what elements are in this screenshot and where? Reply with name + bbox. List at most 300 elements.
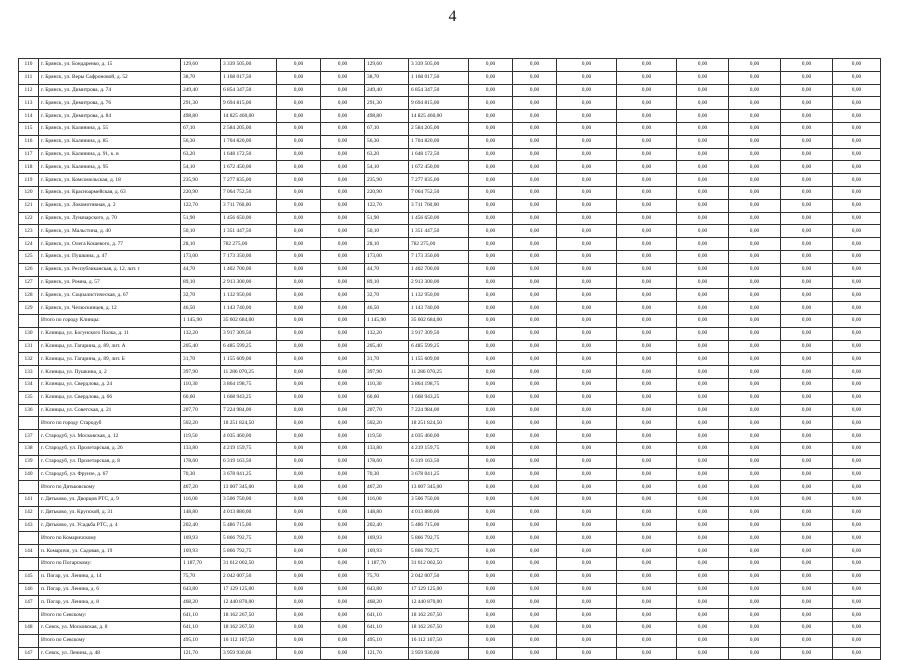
zero-cell: 0,00 [729,186,781,199]
amount-cell: 18 162 267,50 [221,609,277,622]
area-repeat-cell: 178,60 [365,455,409,468]
zero-cell: 0,00 [469,494,513,507]
area-cell: 643,80 [181,583,221,596]
zero-cell: 0,00 [729,506,781,519]
area-cell: 50,10 [181,225,221,238]
row-number-cell: 121 [19,199,39,212]
area-repeat-cell: 121,70 [365,647,409,660]
zero-cell: 0,00 [617,468,677,481]
zero-cell: 0,00 [321,340,365,353]
zero-cell: 0,00 [833,263,881,276]
zero-cell: 0,00 [617,442,677,455]
zero-cell: 0,00 [513,404,557,417]
amount-repeat-cell: 3 506 750,00 [409,494,469,507]
zero-cell: 0,00 [513,340,557,353]
zero-cell: 0,00 [617,378,677,391]
zero-cell: 0,00 [781,314,833,327]
table-row [19,59,881,72]
table-row [19,84,881,97]
zero-cell: 0,00 [557,340,617,353]
zero-cell: 0,00 [557,468,617,481]
table-total-row [19,417,881,430]
zero-cell: 0,00 [729,84,781,97]
zero-cell: 0,00 [277,250,321,263]
amount-cell: 11 286 070,25 [221,366,277,379]
zero-cell: 0,00 [833,596,881,609]
address-cell: г. Дятьково, ул. Крупской, д. 31 [39,506,181,519]
zero-cell: 0,00 [729,225,781,238]
zero-cell: 0,00 [557,263,617,276]
amount-cell: 3 917 309,50 [221,327,277,340]
row-number-cell [19,609,39,622]
zero-cell: 0,00 [729,532,781,545]
area-cell: 178,60 [181,455,221,468]
row-number-cell: 112 [19,84,39,97]
address-cell: п. Комаричи, ул. Садовая, д. 19 [39,545,181,558]
row-number-cell [19,314,39,327]
zero-cell: 0,00 [677,110,729,123]
zero-cell: 0,00 [617,455,677,468]
zero-cell: 0,00 [833,622,881,635]
amount-repeat-cell: 782 275,00 [409,238,469,251]
zero-cell: 0,00 [557,378,617,391]
row-number-cell: 147 [19,647,39,660]
zero-cell: 0,00 [277,327,321,340]
row-number-cell: 141 [19,494,39,507]
table-row [19,455,881,468]
zero-cell: 0,00 [677,417,729,430]
table-row [19,340,881,353]
zero-cell: 0,00 [833,494,881,507]
area-repeat-cell: 173,00 [365,250,409,263]
zero-cell: 0,00 [833,340,881,353]
zero-cell: 0,00 [321,481,365,494]
zero-cell: 0,00 [513,378,557,391]
zero-cell: 0,00 [617,302,677,315]
area-cell: 75,70 [181,570,221,583]
zero-cell: 0,00 [729,468,781,481]
zero-cell: 0,00 [677,148,729,161]
table-row [19,122,881,135]
zero-cell: 0,00 [321,506,365,519]
zero-cell: 0,00 [557,327,617,340]
zero-cell: 0,00 [729,622,781,635]
amount-repeat-cell: 7 224 984,00 [409,404,469,417]
zero-cell: 0,00 [557,519,617,532]
area-repeat-cell: 169,93 [365,545,409,558]
area-repeat-cell: 498,80 [365,110,409,123]
zero-cell: 0,00 [729,366,781,379]
row-number-cell: 131 [19,340,39,353]
amount-cell: 13 007 345,00 [221,481,277,494]
zero-cell: 0,00 [677,250,729,263]
zero-cell: 0,00 [729,634,781,647]
zero-cell: 0,00 [321,378,365,391]
zero-cell: 0,00 [321,212,365,225]
amount-cell: 1 132 950,00 [221,289,277,302]
row-number-cell: 148 [19,622,39,635]
zero-cell: 0,00 [677,622,729,635]
area-repeat-cell: 148,80 [365,506,409,519]
zero-cell: 0,00 [833,353,881,366]
zero-cell: 0,00 [557,276,617,289]
row-number-cell: 135 [19,391,39,404]
zero-cell: 0,00 [513,263,557,276]
zero-cell: 0,00 [513,289,557,302]
zero-cell: 0,00 [729,583,781,596]
table-row [19,199,881,212]
zero-cell: 0,00 [277,84,321,97]
amount-cell: 6 485 599,25 [221,340,277,353]
zero-cell: 0,00 [833,289,881,302]
row-number-cell [19,558,39,571]
address-cell: Итого по Севскому: [39,609,181,622]
zero-cell: 0,00 [833,570,881,583]
address-cell: г. Брянск, ул. Бондаренко, д. 15 [39,59,181,72]
address-cell: г. Стародуб, ул. Пролетарская, д. 8 [39,455,181,468]
zero-cell: 0,00 [617,481,677,494]
zero-cell: 0,00 [557,199,617,212]
zero-cell: 0,00 [513,417,557,430]
amount-cell: 5 866 792,75 [221,532,277,545]
zero-cell: 0,00 [617,327,677,340]
address-cell: г. Брянск, ул. Ромна, д. 57 [39,276,181,289]
zero-cell: 0,00 [513,609,557,622]
area-repeat-cell: 235,90 [365,174,409,187]
area-cell: 44,70 [181,263,221,276]
zero-cell: 0,00 [557,622,617,635]
zero-cell: 0,00 [617,570,677,583]
row-number-cell: 119 [19,174,39,187]
amount-repeat-cell: 1 155 609,00 [409,353,469,366]
zero-cell: 0,00 [781,622,833,635]
zero-cell: 0,00 [781,97,833,110]
area-repeat-cell: 129,60 [365,59,409,72]
zero-cell: 0,00 [469,122,513,135]
zero-cell: 0,00 [781,609,833,622]
zero-cell: 0,00 [729,276,781,289]
zero-cell: 0,00 [469,327,513,340]
zero-cell: 0,00 [617,314,677,327]
table-row [19,583,881,596]
zero-cell: 0,00 [833,327,881,340]
zero-cell: 0,00 [557,135,617,148]
zero-cell: 0,00 [617,506,677,519]
zero-cell: 0,00 [513,532,557,545]
zero-cell: 0,00 [557,186,617,199]
table-row [19,276,881,289]
zero-cell: 0,00 [469,468,513,481]
zero-cell: 0,00 [833,391,881,404]
amount-repeat-cell: 2 584 205,00 [409,122,469,135]
zero-cell: 0,00 [469,212,513,225]
zero-cell: 0,00 [557,353,617,366]
zero-cell: 0,00 [513,302,557,315]
zero-cell: 0,00 [833,634,881,647]
zero-cell: 0,00 [513,622,557,635]
zero-cell: 0,00 [781,506,833,519]
zero-cell: 0,00 [729,404,781,417]
zero-cell: 0,00 [321,71,365,84]
zero-cell: 0,00 [729,110,781,123]
zero-cell: 0,00 [557,97,617,110]
amount-cell: 1 351 447,50 [221,225,277,238]
amount-repeat-cell: 2 042 007,50 [409,570,469,583]
area-cell: 63,20 [181,148,221,161]
row-number-cell: 144 [19,545,39,558]
amount-cell: 31 612 002,50 [221,558,277,571]
zero-cell: 0,00 [833,302,881,315]
zero-cell: 0,00 [513,506,557,519]
table-row [19,161,881,174]
address-cell: Итого по городу Клинцы: [39,314,181,327]
zero-cell: 0,00 [729,97,781,110]
zero-cell: 0,00 [617,110,677,123]
zero-cell: 0,00 [277,97,321,110]
zero-cell: 0,00 [677,174,729,187]
zero-cell: 0,00 [469,148,513,161]
zero-cell: 0,00 [729,59,781,72]
zero-cell: 0,00 [513,250,557,263]
address-cell: г. Брянск, ул. Веры Сафроновой, д. 52 [39,71,181,84]
table-row [19,391,881,404]
area-repeat-cell: 132,20 [365,327,409,340]
zero-cell: 0,00 [729,391,781,404]
area-cell: 641,10 [181,622,221,635]
zero-cell: 0,00 [729,558,781,571]
amount-cell: 16 112 167,50 [221,634,277,647]
address-cell: г. Брянск, ул. Димитрова, д. 76 [39,97,181,110]
zero-cell: 0,00 [781,174,833,187]
address-cell: Итого по Дятьковскому [39,481,181,494]
amount-repeat-cell: 18 251 824,50 [409,417,469,430]
zero-cell: 0,00 [277,289,321,302]
zero-cell: 0,00 [617,276,677,289]
address-cell: г. Брянск, ул. Пушкина, д. 47 [39,250,181,263]
row-number-cell [19,481,39,494]
area-repeat-cell: 63,20 [365,148,409,161]
address-cell: г. Стародуб, ул. Московская, д. 12 [39,430,181,443]
amount-cell: 1 456 650,00 [221,212,277,225]
zero-cell: 0,00 [833,250,881,263]
area-cell: 1 187,70 [181,558,221,571]
zero-cell: 0,00 [677,199,729,212]
zero-cell: 0,00 [277,442,321,455]
zero-cell: 0,00 [277,532,321,545]
zero-cell: 0,00 [321,225,365,238]
amount-repeat-cell: 1 456 650,00 [409,212,469,225]
zero-cell: 0,00 [833,609,881,622]
zero-cell: 0,00 [677,366,729,379]
zero-cell: 0,00 [321,468,365,481]
zero-cell: 0,00 [781,238,833,251]
zero-cell: 0,00 [677,430,729,443]
zero-cell: 0,00 [781,468,833,481]
amount-repeat-cell: 13 007 345,00 [409,481,469,494]
zero-cell: 0,00 [781,186,833,199]
zero-cell: 0,00 [677,634,729,647]
table-body [19,59,881,660]
table-row [19,442,881,455]
zero-cell: 0,00 [729,71,781,84]
zero-cell: 0,00 [277,455,321,468]
zero-cell: 0,00 [781,391,833,404]
row-number-cell: 145 [19,570,39,583]
area-repeat-cell: 60,60 [365,391,409,404]
area-cell: 31,70 [181,353,221,366]
row-number-cell: 117 [19,148,39,161]
zero-cell: 0,00 [833,417,881,430]
zero-cell: 0,00 [677,596,729,609]
address-cell: г. Клинцы, ул. Гагарина, д. 89, лит. Б [39,353,181,366]
area-cell: 249,40 [181,84,221,97]
zero-cell: 0,00 [729,417,781,430]
row-number-cell: 132 [19,353,39,366]
zero-cell: 0,00 [833,59,881,72]
amount-cell: 782 275,00 [221,238,277,251]
table-row [19,378,881,391]
zero-cell: 0,00 [513,494,557,507]
amount-repeat-cell: 14 825 460,00 [409,110,469,123]
zero-cell: 0,00 [469,506,513,519]
zero-cell: 0,00 [557,84,617,97]
zero-cell: 0,00 [677,442,729,455]
area-repeat-cell: 89,10 [365,276,409,289]
zero-cell: 0,00 [557,634,617,647]
zero-cell: 0,00 [833,84,881,97]
amount-cell: 35 602 684,00 [221,314,277,327]
zero-cell: 0,00 [513,442,557,455]
zero-cell: 0,00 [513,596,557,609]
zero-cell: 0,00 [677,263,729,276]
table-row [19,186,881,199]
zero-cell: 0,00 [781,570,833,583]
zero-cell: 0,00 [469,97,513,110]
zero-cell: 0,00 [677,161,729,174]
zero-cell: 0,00 [513,545,557,558]
area-repeat-cell: 467,20 [365,481,409,494]
amount-cell: 2 584 205,00 [221,122,277,135]
zero-cell: 0,00 [677,506,729,519]
zero-cell: 0,00 [321,276,365,289]
zero-cell: 0,00 [677,135,729,148]
row-number-cell: 138 [19,442,39,455]
zero-cell: 0,00 [617,609,677,622]
area-cell: 173,00 [181,250,221,263]
zero-cell: 0,00 [781,647,833,660]
zero-cell: 0,00 [513,84,557,97]
zero-cell: 0,00 [513,225,557,238]
zero-cell: 0,00 [469,570,513,583]
zero-cell: 0,00 [513,583,557,596]
zero-cell: 0,00 [617,583,677,596]
zero-cell: 0,00 [321,404,365,417]
zero-cell: 0,00 [833,468,881,481]
table-row [19,174,881,187]
amount-cell: 7 277 835,00 [221,174,277,187]
zero-cell: 0,00 [321,494,365,507]
table-total-row [19,558,881,571]
zero-cell: 0,00 [781,135,833,148]
zero-cell: 0,00 [729,174,781,187]
zero-cell: 0,00 [469,417,513,430]
table-row [19,545,881,558]
address-cell: г. Дятьково, ул. Дворцов РТС, д. 9 [39,494,181,507]
zero-cell: 0,00 [469,545,513,558]
address-cell: Итого по Севскому [39,634,181,647]
amount-repeat-cell: 18 162 267,50 [409,609,469,622]
zero-cell: 0,00 [557,494,617,507]
zero-cell: 0,00 [277,314,321,327]
zero-cell: 0,00 [277,110,321,123]
row-number-cell: 127 [19,276,39,289]
row-number-cell [19,417,39,430]
amount-cell: 3 864 198,75 [221,378,277,391]
zero-cell: 0,00 [729,442,781,455]
zero-cell: 0,00 [781,212,833,225]
area-cell: 129,60 [181,59,221,72]
zero-cell: 0,00 [321,302,365,315]
amount-cell: 7 173 350,00 [221,250,277,263]
area-repeat-cell: 207,70 [365,404,409,417]
zero-cell: 0,00 [469,276,513,289]
row-number-cell: 147 [19,596,39,609]
amount-cell: 5 486 715,00 [221,519,277,532]
zero-cell: 0,00 [277,366,321,379]
amount-repeat-cell: 1 402 700,00 [409,263,469,276]
amount-cell: 18 162 267,50 [221,622,277,635]
table-row [19,148,881,161]
row-number-cell: 139 [19,455,39,468]
zero-cell: 0,00 [321,519,365,532]
table-total-row [19,481,881,494]
zero-cell: 0,00 [729,494,781,507]
zero-cell: 0,00 [833,238,881,251]
zero-cell: 0,00 [833,481,881,494]
zero-cell: 0,00 [277,135,321,148]
amount-cell: 7 064 752,50 [221,186,277,199]
zero-cell: 0,00 [677,583,729,596]
row-number-cell: 134 [19,378,39,391]
amount-repeat-cell: 2 913 300,00 [409,276,469,289]
zero-cell: 0,00 [781,327,833,340]
area-repeat-cell: 38,70 [365,71,409,84]
zero-cell: 0,00 [617,59,677,72]
zero-cell: 0,00 [469,186,513,199]
zero-cell: 0,00 [321,647,365,660]
area-cell: 169,93 [181,545,221,558]
zero-cell: 0,00 [617,135,677,148]
row-number-cell: 120 [19,186,39,199]
zero-cell: 0,00 [277,302,321,315]
row-number-cell: 128 [19,289,39,302]
amount-repeat-cell: 7 064 752,50 [409,186,469,199]
address-cell: г. Брянск, ул. Димитрова, д. 74 [39,84,181,97]
zero-cell: 0,00 [557,545,617,558]
area-repeat-cell: 205,40 [365,340,409,353]
zero-cell: 0,00 [617,199,677,212]
zero-cell: 0,00 [677,494,729,507]
amount-cell: 17 129 125,00 [221,583,277,596]
zero-cell: 0,00 [677,468,729,481]
area-repeat-cell: 119,50 [365,430,409,443]
amount-repeat-cell: 1 668 943,25 [409,391,469,404]
address-cell: Итого по городу Стародуб [39,417,181,430]
zero-cell: 0,00 [729,481,781,494]
zero-cell: 0,00 [557,314,617,327]
zero-cell: 0,00 [729,199,781,212]
zero-cell: 0,00 [677,289,729,302]
